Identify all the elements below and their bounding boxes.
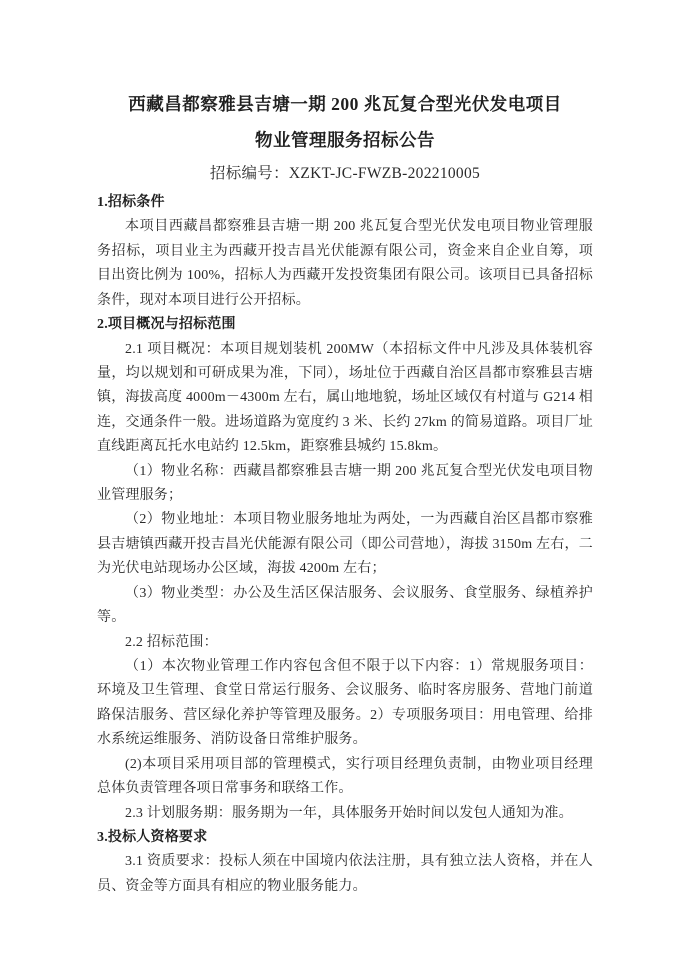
para-bid-scope-title: 2.2 招标范围： <box>125 634 218 650</box>
para-property-name: （1）物业名称：西藏昌都察雅县吉塘一期 200 兆瓦复合型光伏发电项目物业管理服务； <box>97 463 593 504</box>
para-bid-scope-content: （1）本次物业管理工作内容包含但不限于以下内容：1）常规服务项目：环境及卫生管理、食堂日常运行服务、会议服务、临时客房服务、营地门前道路保洁服务、营区绿化养护等管理及服务。2）专项服务项目：用电管理、给排水系统运维服务、消防设备日常维护服务。 <box>97 659 593 748</box>
para-property-address: （2）物业地址：本项目物业服务地址为两处，一为西藏自治区昌都市察雅县吉塘镇西藏开投吉昌光伏能源有限公司（即公司营地），海拔 3150m 左右，二为光伏电站现场办公区域，海拔 4200m 左右； <box>97 512 593 577</box>
heading-project-overview: 2.项目概况与招标范围 <box>97 317 236 333</box>
heading-bidder-qualification: 3.投标人资格要求 <box>97 829 208 845</box>
tender-number: 招标编号：XZKT-JC-FWZB-202210005 <box>209 165 481 182</box>
document-body <box>97 191 593 899</box>
para-service-period: 2.3 计划服务期：服务期为一年，具体服务开始时间以发包人通知为准。 <box>125 805 573 821</box>
document-title-line1: 西藏昌都察雅县吉塘一期 200 兆瓦复合型光伏发电项目 <box>128 94 562 114</box>
para-management-mode: (2)本项目采用项目部的管理模式，实行项目经理负责制，由物业项目经理总体负责管理各项日常事务和联络工作。 <box>97 756 593 797</box>
document-title-line2: 物业管理服务招标公告 <box>255 130 435 150</box>
para-property-type: （3）物业类型：办公及生活区保洁服务、会议服务、食堂服务、绿植养护等。 <box>97 585 593 626</box>
para-qualification-requirements: 3.1 资质要求：投标人须在中国境内依法注册，具有独立法人资格，并在人员、资金等方面具有相应的物业服务能力。 <box>97 854 593 894</box>
para-project-overview: 2.1 项目概况：本项目规划装机 200MW（本招标文件中凡涉及具体装机容量，均以规划和可研成果为准，下同），场址位于西藏自治区昌都市察雅县吉塘镇，海拔高度 4000m－4300m 左右，属山地地貌，场址区域仅有村道与 G214 相连，交通条件一般。进场道路为宽度约 3 米、长约 27km 的简易道路。项目厂址直线距离瓦托水电站约 12.5km，距察雅县城约 15.8km。 <box>97 341 593 455</box>
heading-bid-conditions: 1.招标条件 <box>97 195 165 210</box>
para-bid-conditions: 本项目西藏昌都察雅县吉塘一期 200 兆瓦复合型光伏发电项目物业管理服务招标，项目业主为西藏开投吉昌光伏能源有限公司，资金来自企业自筹，项目出资比例为 100%，招标人为西藏开发投资集团有限公司。该项目已具备招标条件，现对本项目进行公开招标。 <box>97 219 593 308</box>
